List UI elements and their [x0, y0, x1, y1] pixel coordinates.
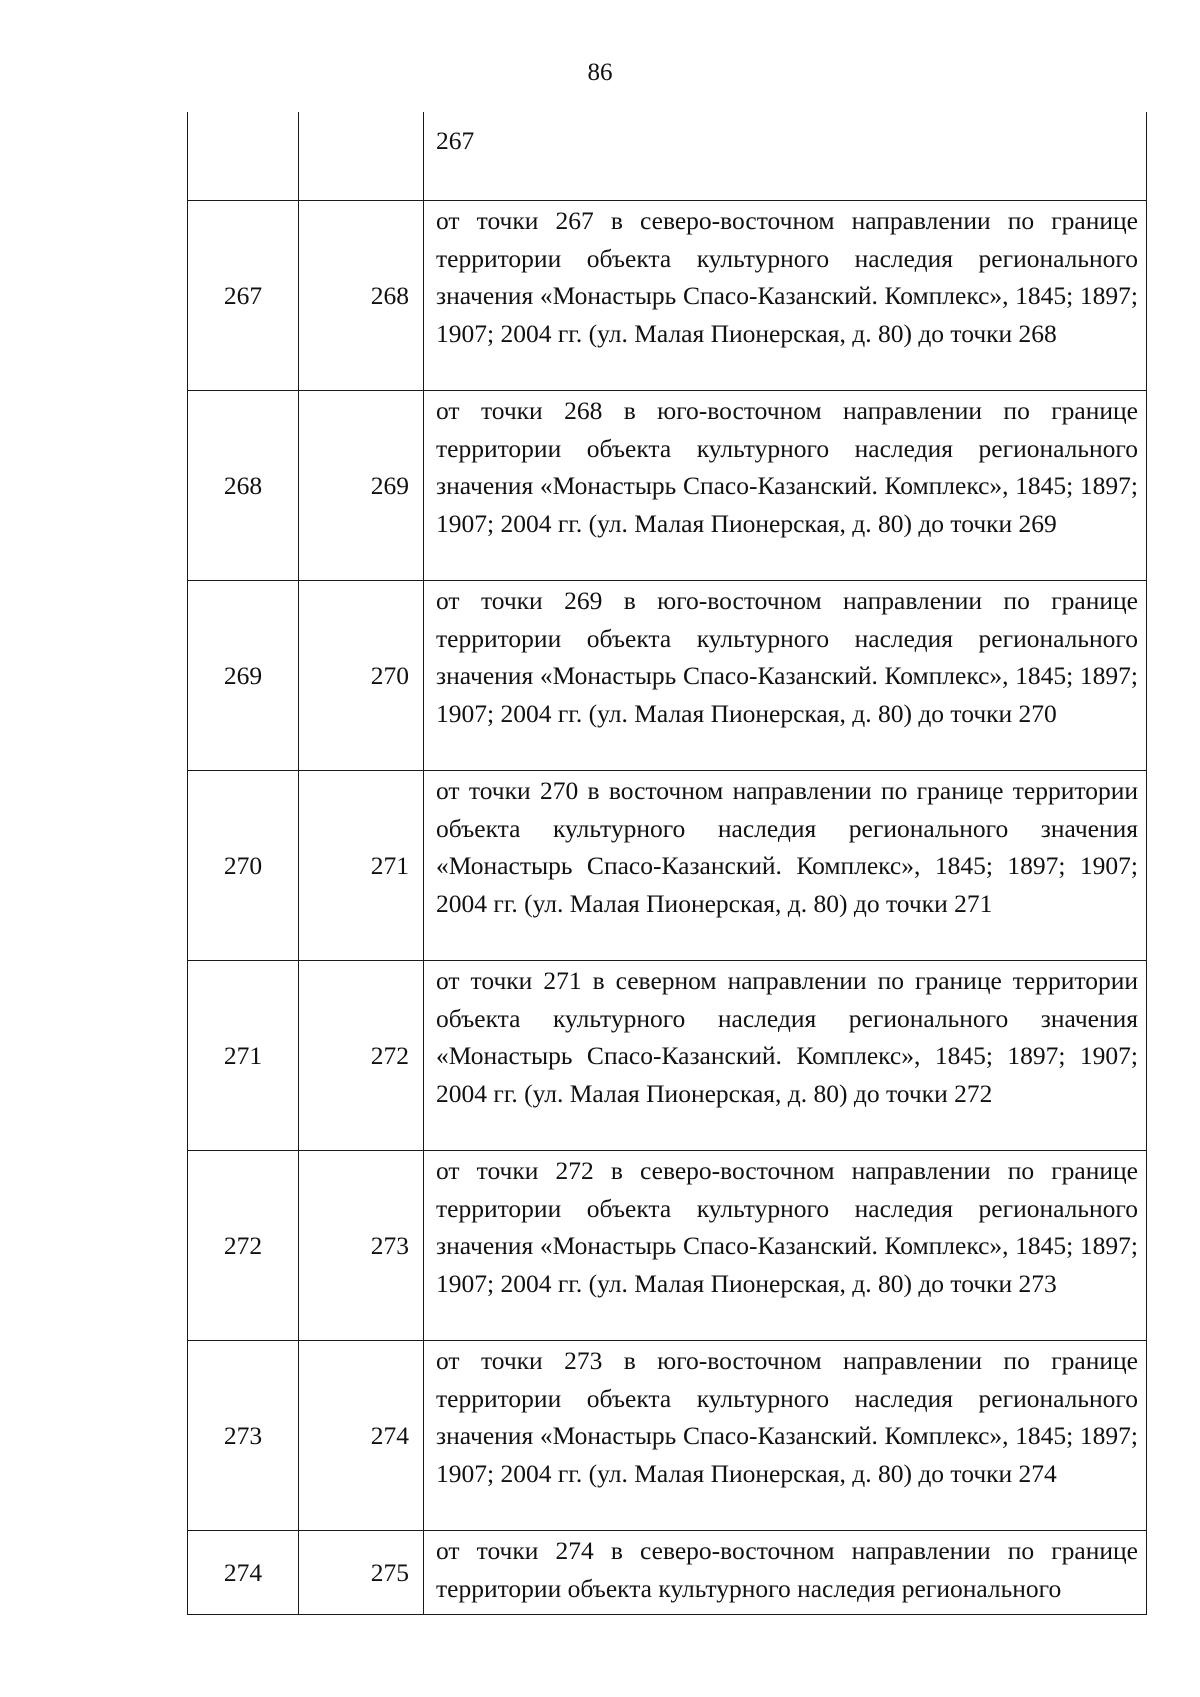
table-row: [188, 581, 1147, 771]
from-point-cell: 272: [188, 1151, 299, 1341]
table-row: [188, 391, 1147, 581]
to-point-cell: 270: [299, 581, 424, 771]
from-point-cell: 271: [188, 961, 299, 1151]
table-row: [188, 201, 1147, 391]
description-cell: от точки 274 в северо-восточном направлении по границе территории объекта культурного наследия регионального: [424, 1531, 1147, 1615]
from-point-cell: 274: [188, 1531, 299, 1615]
description-cell: от точки 273 в юго-восточном направлении по границе территории объекта культурного наследия регионального значения «Монастырь Спасо-Казанский. Комплекс», 1845; 1897; 1907; 2004 гг. (ул. Малая Пионерская, д. 80) до точки 274: [424, 1341, 1147, 1531]
description-cell: от точки 271 в северном направлении по границе территории объекта культурного наследия регионального значения «Монастырь Спасо-Казанский. Комплекс», 1845; 1897; 1907; 2004 гг. (ул. Малая Пионерская, д. 80) до точки 272: [424, 961, 1147, 1151]
table-row-partial: [188, 1531, 1147, 1615]
from-point-cell: 267: [188, 201, 299, 391]
table-row: [188, 961, 1147, 1151]
to-point-cell: 273: [299, 1151, 424, 1341]
page-number: 86: [587, 59, 613, 86]
table-row: [188, 1151, 1147, 1341]
description-cell: 267: [424, 112, 1147, 201]
to-point-cell: 269: [299, 391, 424, 581]
boundary-table: [187, 112, 1147, 1615]
from-point-cell: 273: [188, 1341, 299, 1531]
from-point-cell: [188, 112, 299, 201]
to-point-cell: 274: [299, 1341, 424, 1531]
to-point-cell: 272: [299, 961, 424, 1151]
description-cell: от точки 269 в юго-восточном направлении по границе территории объекта культурного наследия регионального значения «Монастырь Спасо-Казанский. Комплекс», 1845; 1897; 1907; 2004 гг. (ул. Малая Пионерская, д. 80) до точки 270: [424, 581, 1147, 771]
to-point-cell: 268: [299, 201, 424, 391]
to-point-cell: [299, 112, 424, 201]
description-cell: от точки 267 в северо-восточном направлении по границе территории объекта культурного наследия регионального значения «Монастырь Спасо-Казанский. Комплекс», 1845; 1897; 1907; 2004 гг. (ул. Малая Пионерская, д. 80) до точки 268: [424, 201, 1147, 391]
description-cell: от точки 272 в северо-восточном направлении по границе территории объекта культурного наследия регионального значения «Монастырь Спасо-Казанский. Комплекс», 1845; 1897; 1907; 2004 гг. (ул. Малая Пионерская, д. 80) до точки 273: [424, 1151, 1147, 1341]
from-point-cell: 269: [188, 581, 299, 771]
table-row: [188, 1341, 1147, 1531]
description-cell: от точки 268 в юго-восточном направлении по границе территории объекта культурного наследия регионального значения «Монастырь Спасо-Казанский. Комплекс», 1845; 1897; 1907; 2004 гг. (ул. Малая Пионерская, д. 80) до точки 269: [424, 391, 1147, 581]
from-point-cell: 268: [188, 391, 299, 581]
table-row: [188, 771, 1147, 961]
from-point-cell: 270: [188, 771, 299, 961]
to-point-cell: 275: [299, 1531, 424, 1615]
to-point-cell: 271: [299, 771, 424, 961]
description-cell: от точки 270 в восточном направлении по границе территории объекта культурного наследия регионального значения «Монастырь Спасо-Казанский. Комплекс», 1845; 1897; 1907; 2004 гг. (ул. Малая Пионерская, д. 80) до точки 271: [424, 771, 1147, 961]
table-row-continuation: [188, 112, 1147, 201]
